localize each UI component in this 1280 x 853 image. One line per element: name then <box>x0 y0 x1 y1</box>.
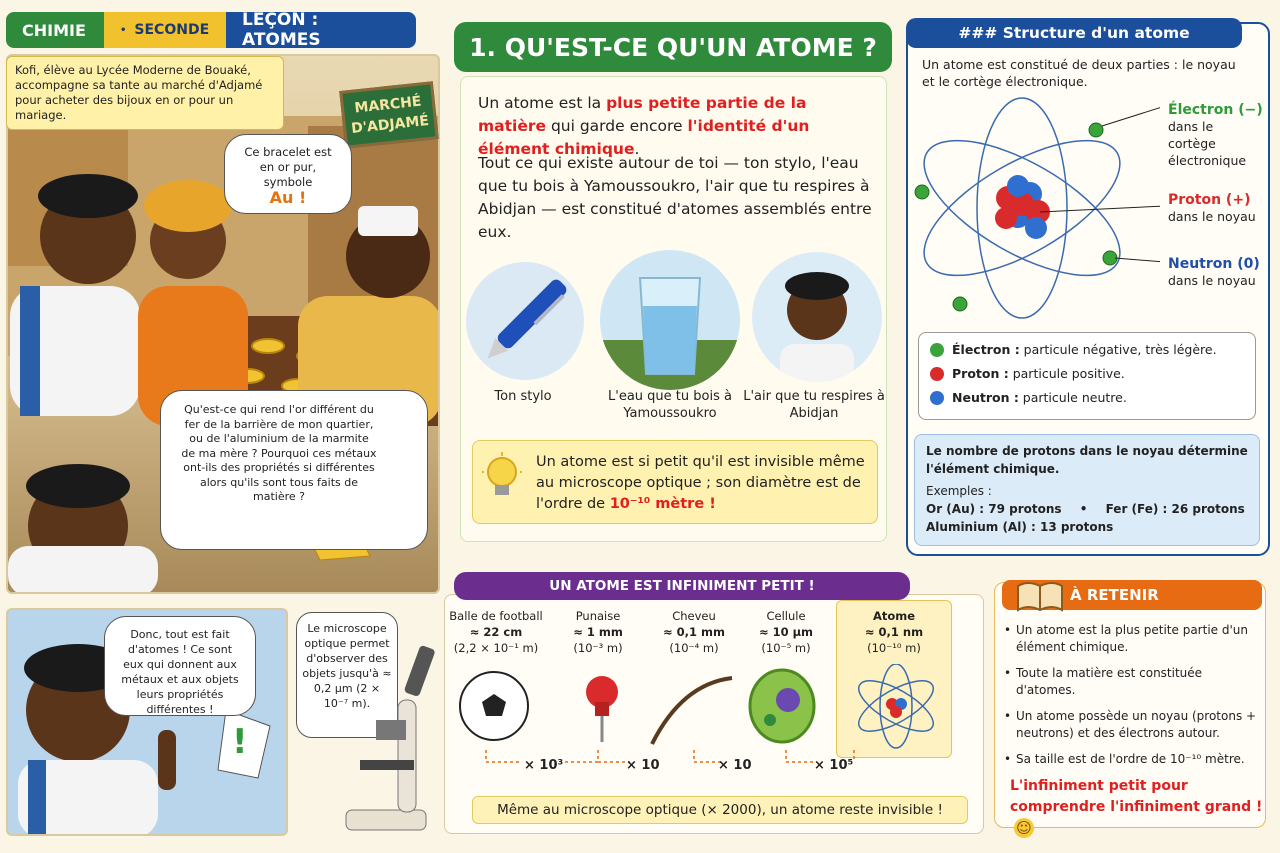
kofi-question-bubble: Qu'est-ce qui rend l'or différent du fer de la barrière de mon quartier, ou de l'aluminium de la marmite de ma mère ? Pourquoi ces métaux ont-ils des propriétés si différentes alors qu'ils sont tous faits de matière ? <box>160 390 428 550</box>
lesson-title: LEÇON : ATOMES <box>226 12 416 48</box>
lightbulb-icon <box>482 452 522 508</box>
nucleus <box>995 175 1050 239</box>
electron-dot-icon <box>930 343 944 357</box>
electron-label: Électron (−) dans le cortège électronique <box>1168 102 1263 168</box>
element-info-text: Le nombre de protons dans le noyau détermine l'élément chimique. Exemples : Or (Au) : 79 protons • Fer (Fe) : 26 protons Aluminium (Al) : 13 protons <box>926 444 1248 534</box>
boy-breathing-icon <box>752 252 882 382</box>
water-glass-illustration <box>600 250 740 390</box>
factor-2: × 10 <box>626 758 660 773</box>
scale-item-atom: Atome ≈ 0,1 nm (10⁻¹⁰ m) <box>864 609 924 655</box>
atom-diagram <box>910 90 1160 320</box>
neutron-label: Neutron (0) dans le noyau <box>1168 256 1260 288</box>
factor-4: × 10⁵ <box>814 758 854 773</box>
microscope-note-bubble: Le microscope optique permet d'observer des objets jusqu'à ≈ 0,2 µm (2 × 10⁻⁷ m). <box>296 612 398 738</box>
level-label: • SECONDE <box>104 12 226 48</box>
atom-icon <box>852 664 941 748</box>
caption-pen: Ton stylo <box>494 389 552 404</box>
structure-title: ### Structure d'un atome <box>906 18 1242 48</box>
summary-list <box>1004 622 1262 777</box>
summary-closing: L'infiniment petit pour comprendre l'infiniment grand ! ☺ <box>1010 778 1263 837</box>
microscope-conclusion: Même au microscope optique (× 2000), un atome reste invisible ! <box>472 796 968 824</box>
football-icon <box>460 672 528 740</box>
factor-1: × 10³ <box>524 758 564 773</box>
market-sign: MARCHÉ D'ADJAMÉ <box>339 81 439 149</box>
kofi-conclusion-bubble: Donc, tout est fait d'atomes ! Ce sont eux qui donnent aux métaux et aux objets leurs propriétés différentes ! <box>104 616 256 716</box>
smiley-icon: ☺ <box>1014 818 1034 838</box>
subject-label: CHIMIE <box>6 12 104 48</box>
microscope-icon <box>336 640 440 836</box>
scale-icons <box>452 664 952 754</box>
summary-point: • Un atome possède un noyau (protons + neutrons) et des électrons autour. <box>1004 708 1262 742</box>
book-icon <box>1016 580 1064 612</box>
hair-icon <box>652 678 732 744</box>
legend-electron: Électron : particule négative, très légère. <box>930 342 1217 357</box>
scale-item-pin: Punaise ≈ 1 mm (10⁻³ m) <box>573 609 623 655</box>
legend-neutron: Neutron : particule neutre. <box>930 390 1127 405</box>
scale-item-football: Balle de football ≈ 22 cm (2,2 × 10⁻¹ m) <box>449 609 543 655</box>
summary-title: À RETENIR <box>1002 580 1262 610</box>
breathing-boy-illustration <box>752 252 882 382</box>
proton-label: Proton (+) dans le noyau <box>1168 192 1256 224</box>
everyday-examples-text: Tout ce qui existe autour de toi — ton stylo, l'eau que tu bois à Yamoussoukro, l'air que tu respires à Abidjan — est constitué d'atomes assemblés entre eux. <box>478 154 872 241</box>
pen-icon <box>466 262 584 380</box>
proton-dot-icon <box>930 367 944 381</box>
pushpin-icon <box>586 676 618 742</box>
vendor-speech-bubble: Ce bracelet est en or pur, symbole Au ! <box>224 134 352 214</box>
glass-icon <box>600 250 740 390</box>
summary-point: • Un atome est la plus petite partie d'un élément chimique. <box>1004 622 1262 656</box>
neutron-dot-icon <box>930 391 944 405</box>
atom-definition: Un atome est la plus petite partie de la matière qui garde encore l'identité d'un élément chimique. <box>478 94 810 158</box>
caption-water: L'eau que tu bois à Yamoussoukro <box>608 389 732 421</box>
lesson-header <box>6 12 416 48</box>
scale-title: UN ATOME EST INFINIMENT PETIT ! <box>454 572 910 600</box>
size-hint-text: Un atome est si petit qu'il est invisible même au microscope optique ; son diamètre est de l'ordre de 10⁻¹⁰ mètre ! <box>536 454 865 512</box>
factor-3: × 10 <box>718 758 752 773</box>
story-intro-caption: Kofi, élève au Lycée Moderne de Bouaké, accompagne sa tante au marché d'Adjamé pour acheter des bijoux en or pour un mariage. <box>6 56 284 130</box>
legend-proton: Proton : particule positive. <box>930 366 1125 381</box>
cell-icon <box>750 670 814 742</box>
structure-intro: Un atome est constitué de deux parties : le noyau et le cortège électronique. <box>922 57 1236 89</box>
exclamation-icon: ! <box>232 722 248 762</box>
caption-air: L'air que tu respires à Abidjan <box>743 389 885 421</box>
pen-illustration <box>466 262 584 380</box>
scale-item-cell: Cellule ≈ 10 µm (10⁻⁵ m) <box>758 609 814 655</box>
summary-point: • Toute la matière est constituée d'atomes. <box>1004 665 1262 699</box>
summary-point: • Sa taille est de l'ordre de 10⁻¹⁰ mètre. <box>1004 751 1262 768</box>
scale-item-hair: Cheveu ≈ 0,1 mm (10⁻⁴ m) <box>663 609 725 655</box>
section-title: 1. QU'EST-CE QU'UN ATOME ? <box>454 22 892 72</box>
